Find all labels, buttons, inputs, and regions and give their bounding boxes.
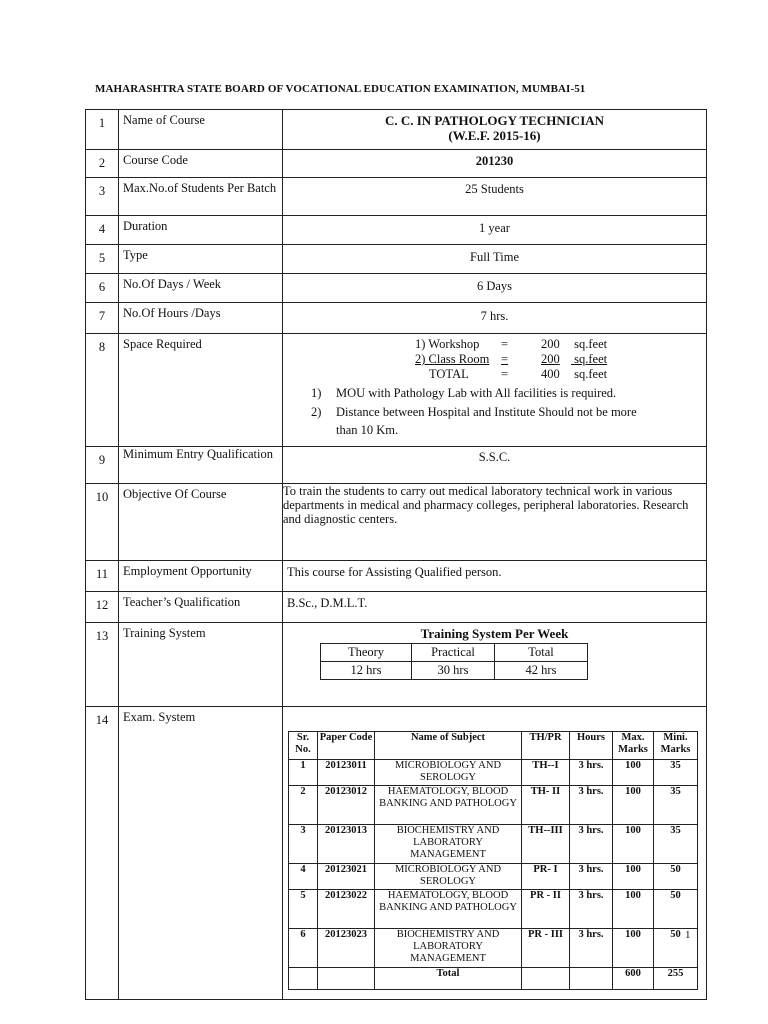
row-number: 1: [86, 110, 119, 150]
exam-table: [288, 731, 698, 990]
exam-row: 2 20123012 HAEMATOLOGY, BLOOD BANKING AND PATHOLOGY TH- II 3 hrs. 100 35: [289, 786, 698, 825]
course-wef: (W.E.F. 2015-16): [448, 128, 541, 143]
min-entry-value: S.S.C.: [283, 447, 707, 484]
row-number: 9: [86, 447, 119, 484]
exam-total-max: 600: [613, 968, 654, 990]
page-number: 1: [685, 929, 691, 941]
row-label: Employment Opportunity: [119, 561, 283, 592]
course-title: C. C. IN PATHOLOGY TECHNICIAN: [384, 113, 605, 128]
exam-row: 6 20123023 BIOCHEMISTRY AND LABORATORY MANAGEMENT PR - III 3 hrs. 100 50: [289, 929, 698, 968]
training-header: Theory: [321, 644, 412, 662]
row-number: 11: [86, 561, 119, 592]
row-label: Exam. System: [119, 707, 283, 1000]
row-label: Minimum Entry Qualification: [119, 447, 283, 484]
days-value: 6 Days: [283, 274, 707, 303]
training-header: Total: [495, 644, 588, 662]
row-number: 13: [86, 623, 119, 707]
exam-total-min: 255: [654, 968, 698, 990]
row-label: No.Of Days / Week: [119, 274, 283, 303]
row-number: 5: [86, 245, 119, 274]
row-label: Duration: [119, 216, 283, 245]
space-notes: [311, 384, 706, 439]
space-breakdown: [283, 334, 706, 439]
row-number: 7: [86, 303, 119, 334]
space-note: than 10 Km.: [336, 423, 399, 437]
training-table: [320, 643, 588, 680]
row-label: Space Required: [119, 334, 283, 447]
duration-value: 1 year: [283, 216, 707, 245]
row-type: [86, 245, 707, 274]
row-hours-per-day: [86, 303, 707, 334]
exam-header: Sr. No.: [289, 732, 318, 760]
row-label: Max.No.of Students Per Batch: [119, 178, 283, 216]
hours-value: 7 hrs.: [283, 303, 707, 334]
training-header: Practical: [412, 644, 495, 662]
row-label: Course Code: [119, 150, 283, 178]
space-note: 2) Distance between Hospital and Institute Should not be more: [311, 405, 637, 419]
exam-total-label: Total: [375, 968, 522, 990]
row-number: 12: [86, 592, 119, 623]
row-objective: [86, 484, 707, 561]
employment-value: This course for Assisting Qualified person.: [283, 561, 707, 592]
row-label: Name of Course: [119, 110, 283, 150]
space-note: 1) MOU with Pathology Lab with All facilities is required.: [311, 386, 617, 400]
exam-row: 4 20123021 MICROBIOLOGY AND SEROLOGY PR- I 3 hrs. 100 50: [289, 864, 698, 890]
row-duration: [86, 216, 707, 245]
row-label: Type: [119, 245, 283, 274]
row-label: No.Of Hours /Days: [119, 303, 283, 334]
exam-header: TH/PR: [522, 732, 570, 760]
row-number: 4: [86, 216, 119, 245]
space-total: TOTAL = 400 sq.feet: [429, 367, 608, 381]
row-label: Teacher’s Qualification: [119, 592, 283, 623]
exam-row: 3 20123013 BIOCHEMISTRY AND LABORATORY MANAGEMENT TH--III 3 hrs. 100 35: [289, 825, 698, 864]
row-employment: [86, 561, 707, 592]
space-item: 1) Workshop = 200 sq.feet: [415, 337, 608, 351]
course-code-value: 201230: [283, 150, 707, 178]
exam-total-row: [289, 968, 698, 990]
type-value: Full Time: [283, 245, 707, 274]
row-min-entry: [86, 447, 707, 484]
exam-header: Mini. Marks: [654, 732, 698, 760]
course-details-table: [85, 109, 707, 1000]
training-value: 12 hrs: [321, 662, 412, 680]
training-value: 30 hrs: [412, 662, 495, 680]
exam-row: 5 20123022 HAEMATOLOGY, BLOOD BANKING AND PATHOLOGY PR - II 3 hrs. 100 50: [289, 890, 698, 929]
exam-header: Hours: [570, 732, 613, 760]
row-label: Objective Of Course: [119, 484, 283, 561]
row-space-required: [86, 334, 707, 447]
space-item: 2) Class Room = 200 sq.feet: [415, 352, 608, 366]
row-name-of-course: [86, 110, 707, 150]
max-students-value: 25 Students: [283, 178, 707, 216]
exam-header: Name of Subject: [375, 732, 522, 760]
exam-row: 1 20123011 MICROBIOLOGY AND SEROLOGY TH--I 3 hrs. 100 35: [289, 760, 698, 786]
row-number: 10: [86, 484, 119, 561]
training-value: 42 hrs: [495, 662, 588, 680]
row-number: 3: [86, 178, 119, 216]
row-number: 2: [86, 150, 119, 178]
exam-header: Paper Code: [318, 732, 375, 760]
row-exam-system: [86, 707, 707, 1000]
exam-header-row: [289, 732, 698, 760]
row-number: 14: [86, 707, 119, 1000]
row-teacher-qualification: [86, 592, 707, 623]
row-max-students: [86, 178, 707, 216]
teacher-qualification-value: B.Sc., D.M.L.T.: [283, 592, 707, 623]
objective-value: To train the students to carry out medical laboratory technical work in various departments in medical and pharmacy colleges, peripheral laboratories. Research and diagnostic centers.: [283, 484, 707, 561]
training-table-title: Training System Per Week: [420, 626, 569, 641]
row-training-system: [86, 623, 707, 707]
document-header: MAHARASHTRA STATE BOARD OF VOCATIONAL EDUCATION EXAMINATION, MUMBAI-51: [95, 83, 586, 95]
row-course-code: [86, 150, 707, 178]
row-days-per-week: [86, 274, 707, 303]
row-number: 8: [86, 334, 119, 447]
row-label: Training System: [119, 623, 283, 707]
exam-header: Max. Marks: [613, 732, 654, 760]
row-number: 6: [86, 274, 119, 303]
